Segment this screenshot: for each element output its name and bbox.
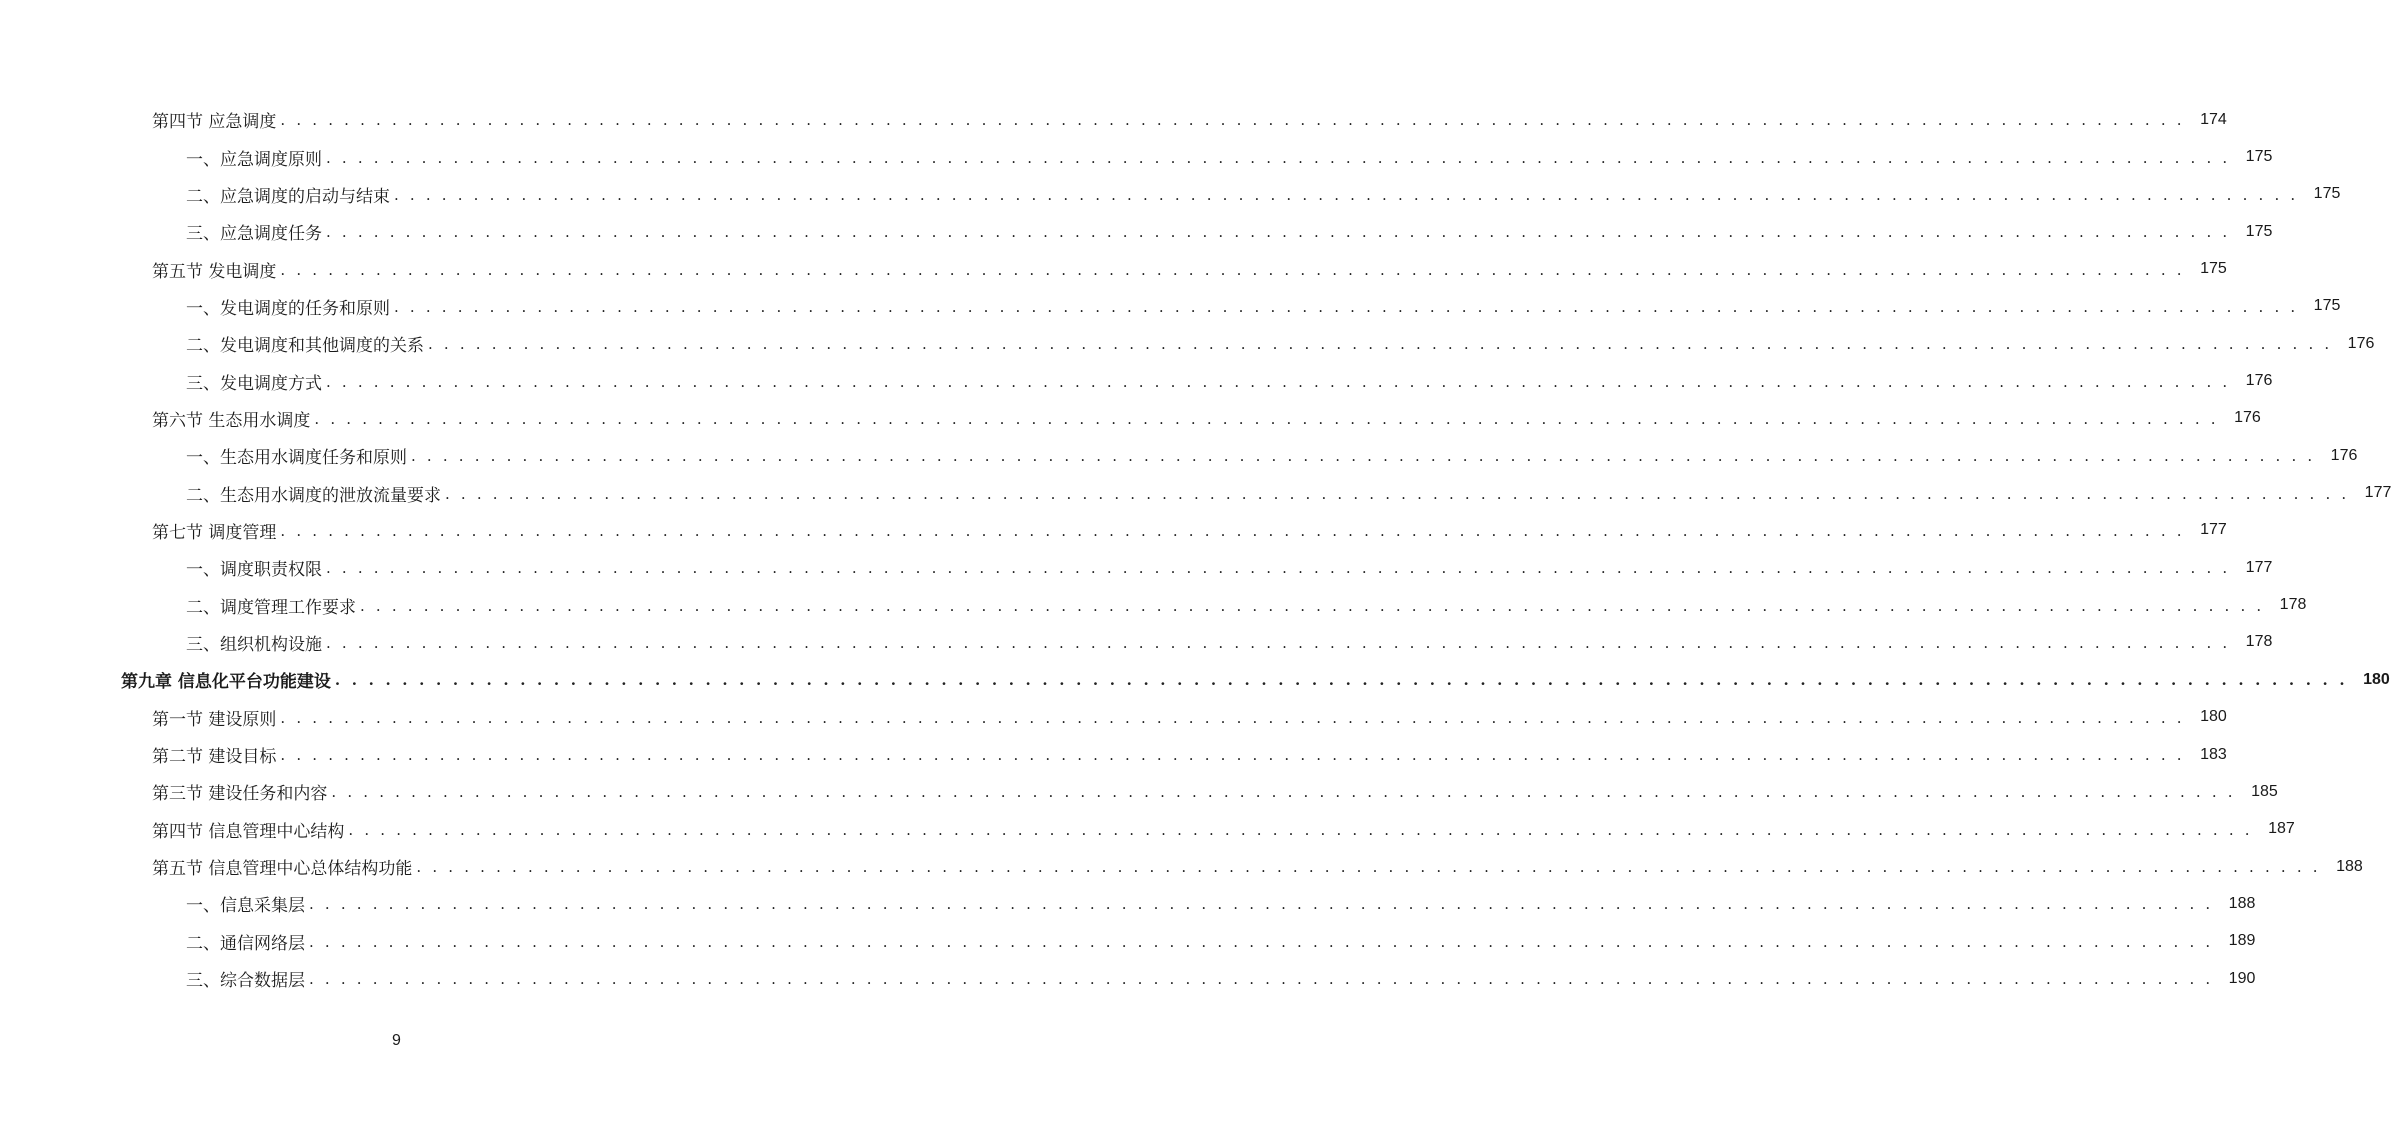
toc-entry-page: 177 xyxy=(2245,558,2273,576)
toc-entry-title: 二、应急调度的启动与结束 xyxy=(186,182,394,207)
toc-entry-page: 180 xyxy=(2363,670,2390,688)
toc-entry-title: 一、生态用水调度任务和原则 xyxy=(186,443,411,468)
toc-entry-page: 175 xyxy=(2245,148,2273,166)
toc-dot-leader: . . . . . . . . . . . . . . . . . . . . . . . . . . . . . . . . . . . . . . . . . . . . . . . . . . . . . . . . . . . . . . . . . . . . . . . . . . . . . . . . . . . . . . . . . . . . . . . . . . . . . . . . . . . . . . . . . . . . . . . . xyxy=(394,297,2299,316)
toc-subsection-entry[interactable] xyxy=(186,923,2256,960)
toc-entry-title: 第四节 信息管理中心结构 xyxy=(152,817,348,842)
toc-subsection-entry[interactable] xyxy=(186,325,2375,362)
toc-entry-title: 第七节 调度管理 xyxy=(152,518,280,543)
toc-section-entry[interactable] xyxy=(152,848,2363,885)
toc-entry-page: 175 xyxy=(2245,222,2273,240)
toc-dot-leader: . . . . . . . . . . . . . . . . . . . . . . . . . . . . . . . . . . . . . . . . . . . . . . . . . . . . . . . . . . . . . . . . . . . . . . . . . . . . . . . . . . . . . . . . . . . . . . . . . . . . . . . . . . . . . . . . . . . . . . . . xyxy=(326,223,2231,242)
toc-dot-leader: . . . . . . . . . . . . . . . . . . . . . . . . . . . . . . . . . . . . . . . . . . . . . . . . . . . . . . . . . . . . . . . . . . . . . . . . . . . . . . . . . . . . . . . . . . . . . . . . . . . . . . . . . . . . . . . . . . . . . . . . xyxy=(348,820,2253,839)
toc-entry-title: 三、综合数据层 xyxy=(186,966,309,991)
toc-subsection-entry[interactable] xyxy=(186,960,2256,997)
toc-entry-title: 一、发电调度的任务和原则 xyxy=(186,294,394,319)
toc-subsection-entry[interactable] xyxy=(186,138,2273,175)
toc-entry-page: 185 xyxy=(2251,782,2278,800)
toc-entry-page: 178 xyxy=(2279,596,2307,614)
toc-entry-page: 189 xyxy=(2228,932,2256,950)
toc-entry-title: 第四节 应急调度 xyxy=(152,107,280,132)
toc-dot-leader: . . . . . . . . . . . . . . . . . . . . . . . . . . . . . . . . . . . . . . . . . . . . . . . . . . . . . . . . . . . . . . . . . . . . . . . . . . . . . . . . . . . . . . . . . . . . . . . . . . . . . . . . . . . . . . . . . . . . . . . . xyxy=(416,858,2321,877)
toc-entry-title: 一、调度职责权限 xyxy=(186,555,326,580)
toc-subsection-entry[interactable] xyxy=(186,586,2307,623)
toc-entry-page: 180 xyxy=(2200,708,2227,726)
toc-section-entry[interactable] xyxy=(152,250,2227,287)
toc-entry-page: 190 xyxy=(2228,969,2256,987)
toc-entry-page: 188 xyxy=(2336,857,2363,875)
toc-dot-leader: . . . . . . . . . . . . . . . . . . . . . . . . . . . . . . . . . . . . . . . . . . . . . . . . . . . . . . . . . . . . . . . . . . . . . . . . . . . . . . . . . . . . . . . . . . . . . . . . . . . . . . . . . . . . . . . . . . . . . . . . xyxy=(331,783,2236,802)
toc-entry-page: 175 xyxy=(2313,185,2341,203)
toc-entry-page: 176 xyxy=(2330,446,2358,464)
toc-dot-leader: . . . . . . . . . . . . . . . . . . . . . . . . . . . . . . . . . . . . . . . . . . . . . . . . . . . . . . . . . . . . . . . . . . . . . . . . . . . . . . . . . . . . . . . . . . . . . . . . . . . . . . . . . . . . . . . . . . . . . . . . xyxy=(280,521,2185,540)
toc-entry-title: 第二节 建设目标 xyxy=(152,742,280,767)
toc-entry-title: 一、应急调度原则 xyxy=(186,145,326,170)
toc-entry-page: 178 xyxy=(2245,633,2273,651)
toc-entry-title: 第三节 建设任务和内容 xyxy=(152,779,331,804)
toc-entry-title: 二、发电调度和其他调度的关系 xyxy=(186,331,428,356)
toc-dot-leader: . . . . . . . . . . . . . . . . . . . . . . . . . . . . . . . . . . . . . . . . . . . . . . . . . . . . . . . . . . . . . . . . . . . . . . . . . . . . . . . . . . . . . . . . . . . . . . . . . . . . . . . . . . . . . . . . . . . . . . . . xyxy=(334,671,2348,690)
toc-dot-leader: . . . . . . . . . . . . . . . . . . . . . . . . . . . . . . . . . . . . . . . . . . . . . . . . . . . . . . . . . . . . . . . . . . . . . . . . . . . . . . . . . . . . . . . . . . . . . . . . . . . . . . . . . . . . . . . . . . . . . . . . xyxy=(411,447,2316,466)
toc-entry-title: 第一节 建设原则 xyxy=(152,705,280,730)
toc-entry-page: 175 xyxy=(2200,260,2227,278)
toc-chapter-entry[interactable] xyxy=(121,661,2390,698)
toc-section-entry[interactable] xyxy=(152,512,2227,549)
toc-subsection-entry[interactable] xyxy=(186,549,2273,586)
toc-section-entry[interactable] xyxy=(152,101,2227,138)
toc-entry-title: 一、信息采集层 xyxy=(186,891,309,916)
toc-dot-leader: . . . . . . . . . . . . . . . . . . . . . . . . . . . . . . . . . . . . . . . . . . . . . . . . . . . . . . . . . . . . . . . . . . . . . . . . . . . . . . . . . . . . . . . . . . . . . . . . . . . . . . . . . . . . . . . . . . . . . . . . xyxy=(309,895,2214,914)
toc-dot-leader: . . . . . . . . . . . . . . . . . . . . . . . . . . . . . . . . . . . . . . . . . . . . . . . . . . . . . . . . . . . . . . . . . . . . . . . . . . . . . . . . . . . . . . . . . . . . . . . . . . . . . . . . . . . . . . . . . . . . . . . . xyxy=(428,335,2333,354)
toc-dot-leader: . . . . . . . . . . . . . . . . . . . . . . . . . . . . . . . . . . . . . . . . . . . . . . . . . . . . . . . . . . . . . . . . . . . . . . . . . . . . . . . . . . . . . . . . . . . . . . . . . . . . . . . . . . . . . . . . . . . . . . . . xyxy=(314,409,2219,428)
toc-entry-title: 二、生态用水调度的泄放流量要求 xyxy=(186,481,445,506)
toc-dot-leader: . . . . . . . . . . . . . . . . . . . . . . . . . . . . . . . . . . . . . . . . . . . . . . . . . . . . . . . . . . . . . . . . . . . . . . . . . . . . . . . . . . . . . . . . . . . . . . . . . . . . . . . . . . . . . . . . . . . . . . . . xyxy=(326,148,2231,167)
toc-entry-title: 第五节 发电调度 xyxy=(152,257,280,282)
toc-dot-leader: . . . . . . . . . . . . . . . . . . . . . . . . . . . . . . . . . . . . . . . . . . . . . . . . . . . . . . . . . . . . . . . . . . . . . . . . . . . . . . . . . . . . . . . . . . . . . . . . . . . . . . . . . . . . . . . . . . . . . . . . xyxy=(326,633,2231,652)
toc-dot-leader: . . . . . . . . . . . . . . . . . . . . . . . . . . . . . . . . . . . . . . . . . . . . . . . . . . . . . . . . . . . . . . . . . . . . . . . . . . . . . . . . . . . . . . . . . . . . . . . . . . . . . . . . . . . . . . . . . . . . . . . . xyxy=(309,932,2214,951)
toc-entry-title: 二、通信网络层 xyxy=(186,929,309,954)
toc-entry-page: 175 xyxy=(2313,297,2341,315)
toc-entry-page: 183 xyxy=(2200,745,2227,763)
toc-dot-leader: . . . . . . . . . . . . . . . . . . . . . . . . . . . . . . . . . . . . . . . . . . . . . . . . . . . . . . . . . . . . . . . . . . . . . . . . . . . . . . . . . . . . . . . . . . . . . . . . . . . . . . . . . . . . . . . . . . . . . . . . xyxy=(280,746,2185,765)
toc-section-entry[interactable] xyxy=(152,736,2227,773)
toc-entry-page: 187 xyxy=(2268,820,2295,838)
toc-section-entry[interactable] xyxy=(152,811,2295,848)
toc-subsection-entry[interactable] xyxy=(186,624,2273,661)
toc-entry-title: 三、组织机构设施 xyxy=(186,630,326,655)
toc-entry-title: 第六节 生态用水调度 xyxy=(152,406,314,431)
toc-dot-leader: . . . . . . . . . . . . . . . . . . . . . . . . . . . . . . . . . . . . . . . . . . . . . . . . . . . . . . . . . . . . . . . . . . . . . . . . . . . . . . . . . . . . . . . . . . . . . . . . . . . . . . . . . . . . . . . . . . . . . . . . xyxy=(280,111,2185,130)
toc-entry-page: 176 xyxy=(2234,409,2261,427)
toc-section-entry[interactable] xyxy=(152,773,2278,810)
toc-dot-leader: . . . . . . . . . . . . . . . . . . . . . . . . . . . . . . . . . . . . . . . . . . . . . . . . . . . . . . . . . . . . . . . . . . . . . . . . . . . . . . . . . . . . . . . . . . . . . . . . . . . . . . . . . . . . . . . . . . . . . . . . xyxy=(445,484,2350,503)
page-number: 9 xyxy=(392,1032,401,1049)
toc-entry-page: 176 xyxy=(2347,334,2375,352)
toc-subsection-entry[interactable] xyxy=(186,885,2256,922)
toc-dot-leader: . . . . . . . . . . . . . . . . . . . . . . . . . . . . . . . . . . . . . . . . . . . . . . . . . . . . . . . . . . . . . . . . . . . . . . . . . . . . . . . . . . . . . . . . . . . . . . . . . . . . . . . . . . . . . . . . . . . . . . . . xyxy=(326,372,2231,391)
toc-entry-page: 176 xyxy=(2245,372,2273,390)
toc-entry-page: 174 xyxy=(2200,110,2227,128)
toc-dot-leader: . . . . . . . . . . . . . . . . . . . . . . . . . . . . . . . . . . . . . . . . . . . . . . . . . . . . . . . . . . . . . . . . . . . . . . . . . . . . . . . . . . . . . . . . . . . . . . . . . . . . . . . . . . . . . . . . . . . . . . . . xyxy=(309,970,2214,989)
toc-entry-title: 二、调度管理工作要求 xyxy=(186,593,360,618)
toc-dot-leader: . . . . . . . . . . . . . . . . . . . . . . . . . . . . . . . . . . . . . . . . . . . . . . . . . . . . . . . . . . . . . . . . . . . . . . . . . . . . . . . . . . . . . . . . . . . . . . . . . . . . . . . . . . . . . . . . . . . . . . . . xyxy=(360,596,2265,615)
toc-dot-leader: . . . . . . . . . . . . . . . . . . . . . . . . . . . . . . . . . . . . . . . . . . . . . . . . . . . . . . . . . . . . . . . . . . . . . . . . . . . . . . . . . . . . . . . . . . . . . . . . . . . . . . . . . . . . . . . . . . . . . . . . xyxy=(280,708,2185,727)
toc-entry-page: 188 xyxy=(2228,894,2256,912)
toc-section-entry[interactable] xyxy=(152,400,2261,437)
toc-subsection-entry[interactable] xyxy=(186,213,2273,250)
toc-subsection-entry[interactable] xyxy=(186,362,2273,399)
toc-dot-leader: . . . . . . . . . . . . . . . . . . . . . . . . . . . . . . . . . . . . . . . . . . . . . . . . . . . . . . . . . . . . . . . . . . . . . . . . . . . . . . . . . . . . . . . . . . . . . . . . . . . . . . . . . . . . . . . . . . . . . . . . xyxy=(280,260,2185,279)
toc-entry-page: 177 xyxy=(2364,484,2391,502)
toc-subsection-entry[interactable] xyxy=(186,437,2358,474)
toc-subsection-entry[interactable] xyxy=(186,474,2391,511)
toc-dot-leader: . . . . . . . . . . . . . . . . . . . . . . . . . . . . . . . . . . . . . . . . . . . . . . . . . . . . . . . . . . . . . . . . . . . . . . . . . . . . . . . . . . . . . . . . . . . . . . . . . . . . . . . . . . . . . . . . . . . . . . . . xyxy=(394,185,2299,204)
toc-dot-leader: . . . . . . . . . . . . . . . . . . . . . . . . . . . . . . . . . . . . . . . . . . . . . . . . . . . . . . . . . . . . . . . . . . . . . . . . . . . . . . . . . . . . . . . . . . . . . . . . . . . . . . . . . . . . . . . . . . . . . . . . xyxy=(326,559,2231,578)
toc-entry-title: 第九章 信息化平台功能建设 xyxy=(121,667,335,692)
toc-entry-title: 三、应急调度任务 xyxy=(186,219,326,244)
toc-section-entry[interactable] xyxy=(152,699,2227,736)
toc-subsection-entry[interactable] xyxy=(186,288,2341,325)
toc-entry-title: 三、发电调度方式 xyxy=(186,369,326,394)
toc-subsection-entry[interactable] xyxy=(186,176,2341,213)
toc-entry-page: 177 xyxy=(2200,521,2227,539)
table-of-contents xyxy=(0,101,2391,997)
toc-entry-title: 第五节 信息管理中心总体结构功能 xyxy=(152,854,416,879)
